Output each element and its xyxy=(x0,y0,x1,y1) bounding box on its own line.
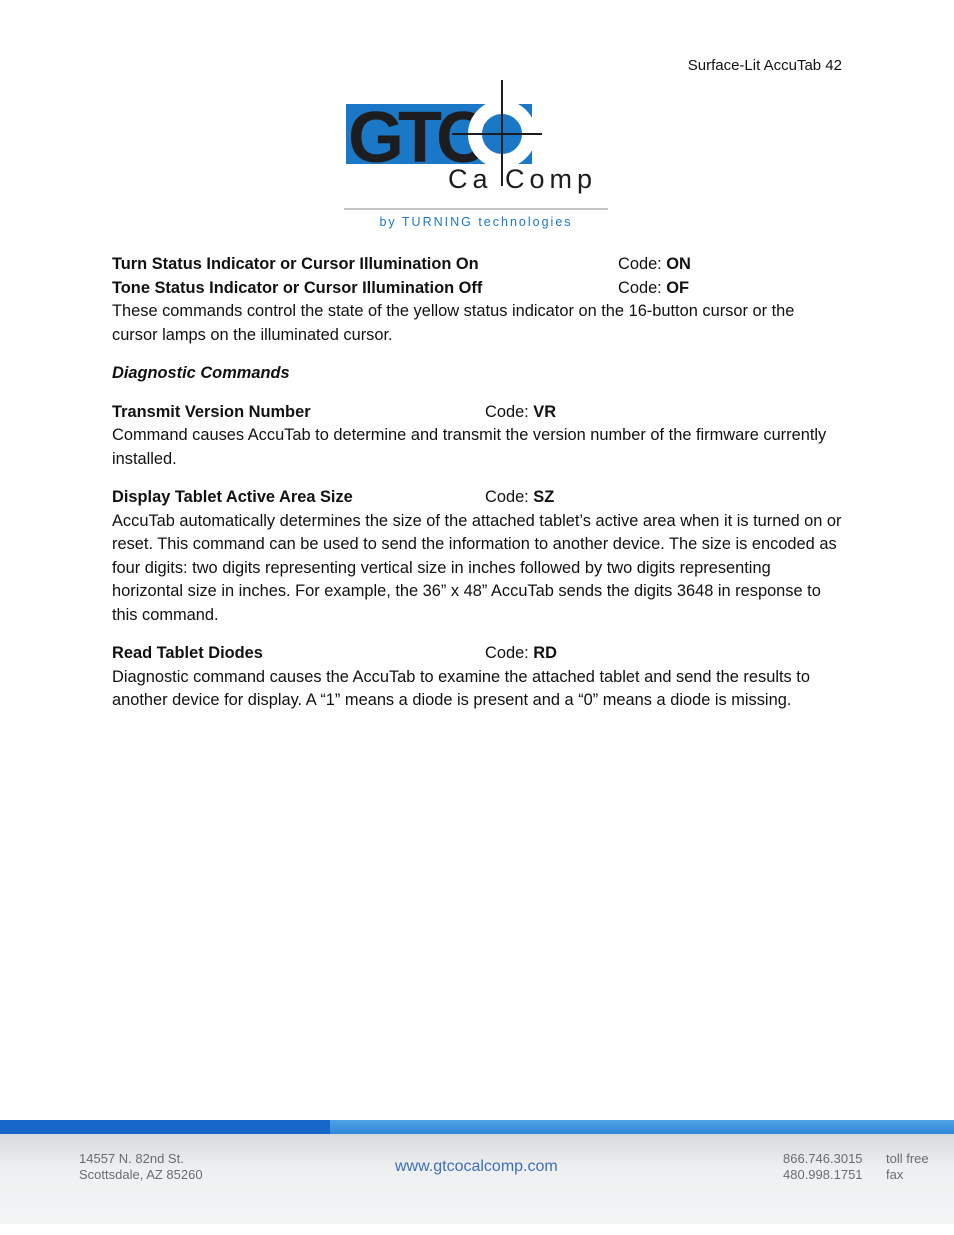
command-row-of xyxy=(112,277,844,301)
gtco-calcomp-logo xyxy=(344,78,610,232)
command-title-on: Turn Status Indicator or Cursor Illumination On xyxy=(112,255,479,273)
command-row-sz xyxy=(112,486,844,510)
footer-phone-tollfree: 866.746.3015 xyxy=(783,1151,863,1166)
logo-graphic xyxy=(344,78,610,232)
document-body xyxy=(112,253,844,728)
footer-phone-fax: 480.998.1751 xyxy=(783,1167,863,1182)
footer-phone-labels xyxy=(886,1151,929,1183)
footer-bar-light xyxy=(330,1120,954,1134)
command-row-on xyxy=(112,253,844,277)
command-title-of: Tone Status Indicator or Cursor Illumination Off xyxy=(112,278,483,297)
page-header-label: Surface-Lit AccuTab 42 xyxy=(687,57,842,74)
logo-calcomp-text: Ca Comp xyxy=(448,164,598,194)
footer-bottom-edge xyxy=(0,1224,954,1235)
footer-label-fax: fax xyxy=(886,1167,904,1182)
command-code-vr: Code: VR xyxy=(485,402,557,421)
command-title-rd: Read Tablet Diodes xyxy=(112,644,263,662)
command-row-rd xyxy=(112,642,844,666)
command-code-on: Code: ON xyxy=(618,255,691,273)
footer-phone-numbers xyxy=(783,1151,863,1183)
footer-website-link[interactable]: www.gtcocalcomp.com xyxy=(395,1158,558,1175)
section-heading-diagnostic: Diagnostic Commands xyxy=(112,364,290,382)
command-desc-sz: AccuTab automatically determines the size of the attached tablet’s active area when it is turned on or reset. This command can be used to send the information to another device. The size is encoded as four digits: two digits representing vertical size in inches followed by two digits representing horizontal size in inches. For example, the 36” x 48” AccuTab sends the digits 3648 in response to this command. xyxy=(112,511,842,624)
svg-text:GTC: GTC xyxy=(348,98,482,178)
command-title-vr: Transmit Version Number xyxy=(112,402,311,421)
command-title-sz: Display Tablet Active Area Size xyxy=(112,488,353,506)
footer-address-line1: 14557 N. 82nd St. xyxy=(79,1151,184,1166)
footer-address xyxy=(79,1151,203,1183)
command-code-of: Code: OF xyxy=(618,278,690,297)
logo-tagline-text: by TURNING technologies xyxy=(379,215,573,229)
footer-label-tollfree: toll free xyxy=(886,1151,929,1166)
footer-bar-dark xyxy=(0,1120,330,1134)
command-desc-onof: These commands control the state of the yellow status indicator on the 16-button cursor or the cursor lamps on the illuminated cursor. xyxy=(112,302,795,344)
command-desc-vr: Command causes AccuTab to determine and transmit the version number of the firmware currently installed. xyxy=(112,426,827,468)
command-code-rd: Code: RD xyxy=(485,644,557,662)
command-row-vr xyxy=(112,401,844,425)
footer-address-line2: Scottsdale, AZ 85260 xyxy=(79,1167,203,1182)
command-code-sz: Code: SZ xyxy=(485,488,555,506)
command-desc-rd: Diagnostic command causes the AccuTab to examine the attached tablet and send the results to another device for display. A “1” means a diode is present and a “0” means a diode is missing. xyxy=(112,667,810,709)
